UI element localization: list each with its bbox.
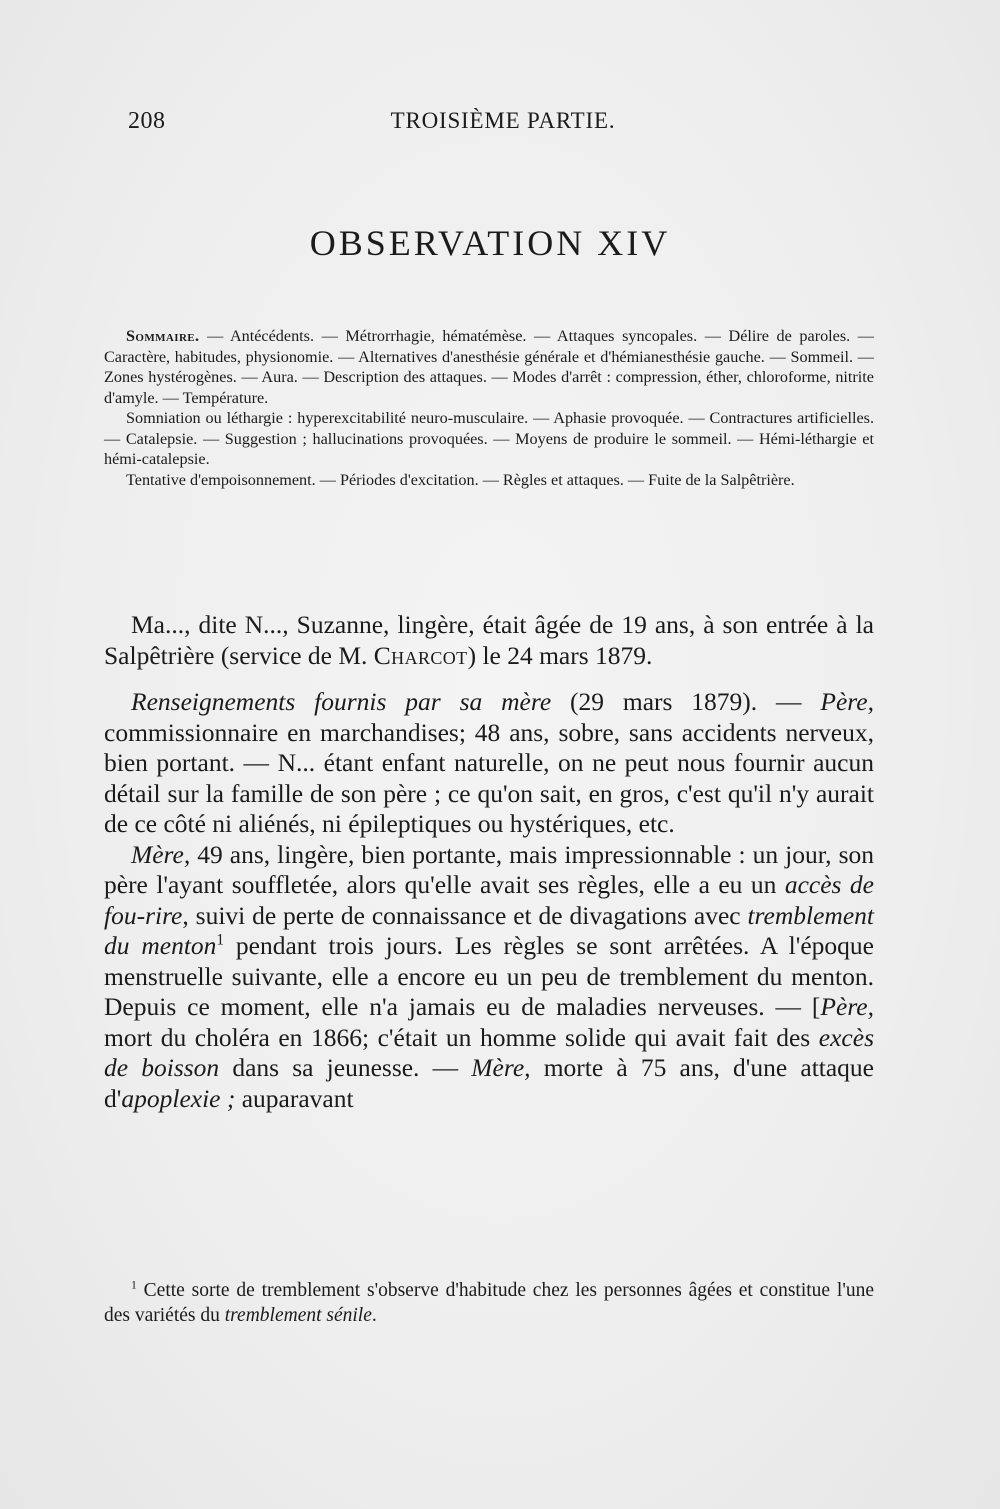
body-p3-mere: Mère, — [131, 839, 191, 869]
body-p2-text-a: (29 mars 1879). — — [551, 687, 821, 716]
body-p3-text-b: , suivi de perte de connaissance et de divagations avec — [182, 900, 748, 930]
body-paragraph-3 — [104, 840, 874, 1115]
observation-title: OBSERVATION XIV — [309, 223, 671, 263]
body-p3-text-g: auparavant — [235, 1083, 354, 1113]
footnote-marker: 1 — [131, 1278, 137, 1292]
footnote — [104, 1278, 874, 1328]
body-p3-text-e: dans sa jeunesse. — — [219, 1053, 472, 1082]
body-p3-text-c: pendant trois jours. Les règles se sont arrêtées. A l'époque menstruelle suivante, elle a encore eu un peu de tremblement du menton. Depuis ce moment, elle n'a jamais eu de maladies nerveuses. — [ — [104, 931, 874, 1021]
footnote-term: tremblement sénile — [224, 1305, 372, 1326]
body-text — [104, 610, 874, 1114]
body-p2-text-b: commissionnaire en marchandises; 48 ans, sobre, sans accidents nerveux, bien portant. — N... étant enfant naturelle, on ne peut nous fournir aucun détail sur la famille de son père ; ce qu'on sait, en gros, c'est qu'il n'y aurait de ce côté ni aliénés, ni épileptiques ou hystériques, etc. — [104, 717, 874, 838]
body-p3-exces: excès de boisson — [104, 1022, 874, 1082]
body-p3-mere-2: Mère, — [471, 1053, 531, 1082]
footnote-text-a: Cette sorte de tremblement s'observe d'habitude chez les personnes âgées et constitue l'une des variétés du — [104, 1280, 874, 1326]
summary-label: Sommaire. — [126, 327, 200, 345]
renseignements-heading: Renseignements fournis par sa mère — [131, 687, 552, 716]
summary-block — [104, 326, 874, 490]
body-p3-text-a: 49 ans, lingère, bien portante, mais impressionnable : un jour, son père l'ayant souffletée, alors qu'elle avait ses règles, elle a eu un — [104, 839, 874, 899]
summary-text-1: — Antécédents. — Métrorrhagie, hématémèse. — Attaques syncopales. — Délire de paroles. — Caractère, habitudes, physionomie. — Alternatives d'anesthésie générale et d'hémianesthésie gauche. — Sommeil. — Zones hystérogènes. — Aura. — Description des attaques. — Modes d'arrêt : compression, éther, chloroforme, nitrite d'amyle. — Température. — [104, 327, 874, 407]
running-head — [128, 108, 878, 144]
footnote-text-b: . — [371, 1305, 377, 1326]
body-paragraph-1 — [104, 610, 874, 671]
body-p2-pere: Père, — [820, 687, 874, 716]
summary-paragraph-2: Somniation ou léthargie : hyperexcitabilité neuro-musculaire. — Aphasie provoquée. — Contractures artificielles. — Catalepsie. — Suggestion ; hallucinations provoquées. — Moyens de produire le sommeil. — Hémi-léthargie et hémi-catalepsie. — [104, 409, 874, 468]
summary-paragraph-3: Tentative d'empoisonnement. — Périodes d'excitation. — Règles et attaques. — Fuite de la Salpêtrière. — [126, 470, 795, 489]
summary-paragraph-1 — [104, 326, 874, 408]
running-title: TROISIÈME PARTIE. — [390, 108, 616, 133]
body-p3-acces: accès de fou-rire — [104, 870, 874, 930]
body-p3-text-d: mort du choléra en 1866; c'était un homme solide qui avait fait des — [104, 1022, 819, 1052]
body-p3-tremblement: tremblement du menton — [104, 900, 874, 960]
body-p1-text-b: ) le 24 mars 1879. — [467, 640, 653, 670]
body-p3-text-f: morte à 75 ans, d'une attaque d' — [104, 1053, 874, 1113]
author-name-charcot: Charcot — [373, 640, 468, 670]
body-paragraph-2 — [104, 687, 874, 840]
page-number: 208 — [128, 108, 166, 134]
footnote-reference: 1 — [216, 931, 225, 949]
body-p3-apoplexie: apoplexie ; — [121, 1083, 236, 1113]
body-p3-pere: Père, — [820, 992, 874, 1021]
body-p1-text-a: Ma..., dite N..., Suzanne, lingère, était âgée de 19 ans, à son entrée à la Salpêtrière (service de M. — [104, 610, 874, 670]
